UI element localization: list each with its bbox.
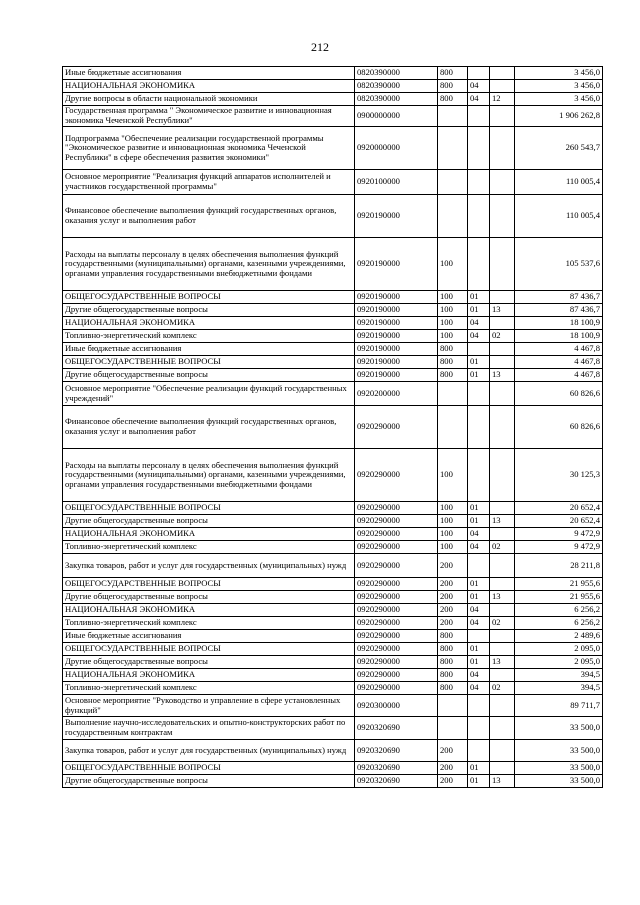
cell-name: Иные бюджетные ассигнования (63, 630, 355, 643)
table-row (63, 515, 603, 528)
table-row (63, 382, 603, 406)
cell-target-article: 0920290000 (355, 669, 438, 682)
table-row (63, 127, 603, 170)
cell-section: 04 (468, 669, 490, 682)
table-row (63, 643, 603, 656)
cell-expense-type (438, 195, 468, 238)
cell-target-article: 0920290000 (355, 617, 438, 630)
cell-amount: 18 100,9 (515, 317, 603, 330)
cell-target-article: 0920200000 (355, 382, 438, 406)
cell-expense-type: 800 (438, 682, 468, 695)
cell-name: ОБЩЕГОСУДАРСТВЕННЫЕ ВОПРОСЫ (63, 578, 355, 591)
cell-expense-type (438, 717, 468, 740)
cell-target-article: 0920290000 (355, 630, 438, 643)
cell-amount: 87 436,7 (515, 304, 603, 317)
cell-expense-type: 100 (438, 541, 468, 554)
cell-subsection (490, 291, 515, 304)
cell-name: Топливно-энергетический комплекс (63, 541, 355, 554)
cell-name: Закупка товаров, работ и услуг для государственных (муниципальных) нужд (63, 740, 355, 762)
cell-subsection (490, 195, 515, 238)
table-row (63, 170, 603, 195)
cell-section: 04 (468, 528, 490, 541)
cell-subsection: 13 (490, 656, 515, 669)
cell-expense-type: 100 (438, 515, 468, 528)
cell-section (468, 382, 490, 406)
cell-section: 01 (468, 643, 490, 656)
cell-target-article: 0920290000 (355, 541, 438, 554)
cell-target-article: 0920290000 (355, 578, 438, 591)
cell-expense-type: 100 (438, 330, 468, 343)
cell-name: ОБЩЕГОСУДАРСТВЕННЫЕ ВОПРОСЫ (63, 356, 355, 369)
cell-expense-type: 800 (438, 80, 468, 93)
table-row (63, 406, 603, 449)
cell-expense-type: 100 (438, 291, 468, 304)
cell-section: 01 (468, 775, 490, 788)
table-row (63, 528, 603, 541)
cell-expense-type: 100 (438, 449, 468, 502)
table-row (63, 775, 603, 788)
cell-section: 04 (468, 617, 490, 630)
cell-section: 01 (468, 291, 490, 304)
cell-target-article: 0920300000 (355, 695, 438, 717)
page-number: 212 (311, 40, 329, 54)
table-row (63, 656, 603, 669)
cell-target-article: 0920290000 (355, 528, 438, 541)
cell-name: Топливно-энергетический комплекс (63, 682, 355, 695)
cell-amount: 9 472,9 (515, 528, 603, 541)
cell-amount: 394,5 (515, 682, 603, 695)
cell-section: 04 (468, 604, 490, 617)
cell-subsection: 13 (490, 775, 515, 788)
cell-name: Подпрограмма "Обеспечение реализации государственной программы "Экономическое развитие и инновационная экономика Чеченской Республики" в сфере обеспечения развития экономики" (63, 127, 355, 170)
cell-section: 04 (468, 317, 490, 330)
cell-amount: 89 711,7 (515, 695, 603, 717)
table-row (63, 762, 603, 775)
cell-subsection: 13 (490, 369, 515, 382)
cell-subsection: 12 (490, 93, 515, 106)
cell-subsection (490, 528, 515, 541)
cell-target-article: 0920290000 (355, 643, 438, 656)
cell-section (468, 740, 490, 762)
cell-amount: 20 652,4 (515, 502, 603, 515)
cell-target-article: 0820390000 (355, 93, 438, 106)
cell-name: Расходы на выплаты персоналу в целях обеспечения выполнения функций государственными (муниципальными) органами, казенными учреждениями, органами управления государственными внебюджетными фондами (63, 449, 355, 502)
cell-section (468, 67, 490, 80)
cell-amount: 28 211,8 (515, 554, 603, 578)
cell-subsection (490, 127, 515, 170)
table-row (63, 304, 603, 317)
table-row (63, 343, 603, 356)
cell-subsection (490, 80, 515, 93)
cell-section: 01 (468, 578, 490, 591)
cell-expense-type: 800 (438, 656, 468, 669)
cell-name: Другие общегосударственные вопросы (63, 515, 355, 528)
cell-target-article: 0920290000 (355, 449, 438, 502)
cell-amount: 33 500,0 (515, 775, 603, 788)
table-row (63, 80, 603, 93)
cell-section (468, 695, 490, 717)
cell-name: Другие общегосударственные вопросы (63, 656, 355, 669)
table-row (63, 669, 603, 682)
cell-amount: 394,5 (515, 669, 603, 682)
cell-subsection (490, 604, 515, 617)
cell-subsection: 02 (490, 330, 515, 343)
table-row (63, 617, 603, 630)
cell-target-article: 0920190000 (355, 195, 438, 238)
table-row (63, 578, 603, 591)
cell-name: НАЦИОНАЛЬНАЯ ЭКОНОМИКА (63, 669, 355, 682)
cell-name: Иные бюджетные ассигнования (63, 343, 355, 356)
cell-amount: 30 125,3 (515, 449, 603, 502)
cell-amount: 105 537,6 (515, 238, 603, 291)
table-row (63, 317, 603, 330)
cell-target-article: 0920290000 (355, 591, 438, 604)
cell-target-article: 0820390000 (355, 67, 438, 80)
cell-section (468, 406, 490, 449)
cell-expense-type: 800 (438, 93, 468, 106)
cell-target-article: 0920190000 (355, 343, 438, 356)
table-row (63, 369, 603, 382)
cell-expense-type: 200 (438, 591, 468, 604)
cell-name: ОБЩЕГОСУДАРСТВЕННЫЕ ВОПРОСЫ (63, 643, 355, 656)
cell-target-article: 0820390000 (355, 80, 438, 93)
cell-subsection (490, 449, 515, 502)
cell-expense-type: 200 (438, 578, 468, 591)
cell-target-article: 0920190000 (355, 330, 438, 343)
table-row (63, 93, 603, 106)
cell-amount: 33 500,0 (515, 740, 603, 762)
cell-expense-type: 800 (438, 67, 468, 80)
cell-amount: 21 955,6 (515, 591, 603, 604)
cell-name: Основное мероприятие "Обеспечение реализации функций государственных учреждений" (63, 382, 355, 406)
cell-target-article: 0920320690 (355, 740, 438, 762)
cell-target-article: 0920190000 (355, 317, 438, 330)
cell-target-article: 0920320690 (355, 717, 438, 740)
cell-target-article: 0920190000 (355, 238, 438, 291)
cell-subsection (490, 356, 515, 369)
cell-section (468, 195, 490, 238)
cell-section: 01 (468, 304, 490, 317)
cell-amount: 33 500,0 (515, 762, 603, 775)
cell-amount: 4 467,8 (515, 356, 603, 369)
cell-name: Государственная программа " Экономическое развитие и инновационная экономика Чеченской Республики" (63, 106, 355, 127)
cell-subsection (490, 238, 515, 291)
cell-section: 01 (468, 515, 490, 528)
cell-amount: 3 456,0 (515, 67, 603, 80)
table-row (63, 291, 603, 304)
cell-section: 01 (468, 656, 490, 669)
cell-name: Основное мероприятие "Руководство и управление в сфере установленных функций" (63, 695, 355, 717)
cell-amount: 2 095,0 (515, 656, 603, 669)
cell-section: 04 (468, 93, 490, 106)
cell-section: 04 (468, 541, 490, 554)
cell-subsection (490, 106, 515, 127)
cell-subsection: 13 (490, 591, 515, 604)
cell-name: Другие общегосударственные вопросы (63, 591, 355, 604)
cell-name: НАЦИОНАЛЬНАЯ ЭКОНОМИКА (63, 80, 355, 93)
table-row (63, 695, 603, 717)
cell-amount: 20 652,4 (515, 515, 603, 528)
table-row (63, 195, 603, 238)
cell-subsection (490, 343, 515, 356)
cell-target-article: 0920320690 (355, 762, 438, 775)
cell-name: Другие общегосударственные вопросы (63, 775, 355, 788)
cell-section (468, 449, 490, 502)
table-row (63, 67, 603, 80)
cell-subsection (490, 669, 515, 682)
cell-target-article: 0920290000 (355, 554, 438, 578)
cell-subsection (490, 170, 515, 195)
table-row (63, 356, 603, 369)
table-row (63, 238, 603, 291)
cell-section: 04 (468, 80, 490, 93)
cell-section: 04 (468, 330, 490, 343)
cell-subsection (490, 717, 515, 740)
cell-section (468, 238, 490, 291)
cell-amount: 3 456,0 (515, 80, 603, 93)
cell-expense-type (438, 695, 468, 717)
cell-name: ОБЩЕГОСУДАРСТВЕННЫЕ ВОПРОСЫ (63, 291, 355, 304)
cell-amount: 60 826,6 (515, 382, 603, 406)
cell-amount: 18 100,9 (515, 330, 603, 343)
cell-subsection (490, 502, 515, 515)
cell-expense-type: 100 (438, 317, 468, 330)
cell-section: 01 (468, 591, 490, 604)
cell-name: НАЦИОНАЛЬНАЯ ЭКОНОМИКА (63, 604, 355, 617)
cell-amount: 1 906 262,8 (515, 106, 603, 127)
table-row (63, 717, 603, 740)
cell-expense-type: 200 (438, 617, 468, 630)
cell-subsection (490, 554, 515, 578)
cell-name: Топливно-энергетический комплекс (63, 330, 355, 343)
cell-expense-type (438, 127, 468, 170)
cell-target-article: 0920290000 (355, 515, 438, 528)
cell-expense-type (438, 382, 468, 406)
cell-expense-type: 100 (438, 304, 468, 317)
cell-expense-type: 200 (438, 554, 468, 578)
cell-section (468, 170, 490, 195)
cell-subsection: 13 (490, 304, 515, 317)
table-row (63, 554, 603, 578)
cell-name: Другие вопросы в области национальной экономики (63, 93, 355, 106)
budget-table-body (63, 67, 603, 788)
cell-section: 04 (468, 682, 490, 695)
cell-expense-type: 100 (438, 528, 468, 541)
cell-expense-type: 200 (438, 775, 468, 788)
cell-name: НАЦИОНАЛЬНАЯ ЭКОНОМИКА (63, 317, 355, 330)
cell-section: 01 (468, 369, 490, 382)
table-row (63, 591, 603, 604)
cell-amount: 110 005,4 (515, 170, 603, 195)
cell-amount: 110 005,4 (515, 195, 603, 238)
cell-subsection (490, 317, 515, 330)
cell-target-article: 0920320690 (355, 775, 438, 788)
cell-expense-type: 800 (438, 643, 468, 656)
cell-expense-type: 800 (438, 356, 468, 369)
cell-amount: 4 467,8 (515, 343, 603, 356)
cell-amount: 4 467,8 (515, 369, 603, 382)
cell-name: ОБЩЕГОСУДАРСТВЕННЫЕ ВОПРОСЫ (63, 502, 355, 515)
cell-amount: 260 543,7 (515, 127, 603, 170)
cell-amount: 2 095,0 (515, 643, 603, 656)
cell-expense-type: 200 (438, 604, 468, 617)
cell-target-article: 0920000000 (355, 127, 438, 170)
cell-name: Основное мероприятие "Реализация функций аппаратов исполнителей и участников государственной программы" (63, 170, 355, 195)
cell-amount: 21 955,6 (515, 578, 603, 591)
cell-subsection (490, 630, 515, 643)
cell-name: Финансовое обеспечение выполнения функций государственных органов, оказания услуг и выполнения работ (63, 406, 355, 449)
cell-subsection: 02 (490, 617, 515, 630)
cell-target-article: 0920290000 (355, 406, 438, 449)
cell-amount: 60 826,6 (515, 406, 603, 449)
cell-subsection: 13 (490, 515, 515, 528)
cell-target-article: 0920190000 (355, 304, 438, 317)
cell-amount: 9 472,9 (515, 541, 603, 554)
table-row (63, 630, 603, 643)
cell-expense-type: 200 (438, 762, 468, 775)
cell-expense-type: 800 (438, 343, 468, 356)
cell-expense-type (438, 406, 468, 449)
cell-amount: 87 436,7 (515, 291, 603, 304)
cell-target-article: 0900000000 (355, 106, 438, 127)
cell-subsection (490, 762, 515, 775)
cell-name: Закупка товаров, работ и услуг для государственных (муниципальных) нужд (63, 554, 355, 578)
cell-target-article: 0920290000 (355, 656, 438, 669)
cell-expense-type: 800 (438, 630, 468, 643)
table-row (63, 682, 603, 695)
cell-expense-type (438, 106, 468, 127)
cell-expense-type: 200 (438, 740, 468, 762)
cell-section: 01 (468, 762, 490, 775)
table-row (63, 541, 603, 554)
cell-subsection: 02 (490, 682, 515, 695)
cell-name: Топливно-энергетический комплекс (63, 617, 355, 630)
cell-expense-type: 800 (438, 369, 468, 382)
cell-expense-type (438, 170, 468, 195)
cell-amount: 2 489,6 (515, 630, 603, 643)
table-row (63, 740, 603, 762)
table-row (63, 449, 603, 502)
cell-target-article: 0920290000 (355, 682, 438, 695)
cell-amount: 3 456,0 (515, 93, 603, 106)
cell-section (468, 343, 490, 356)
cell-name: НАЦИОНАЛЬНАЯ ЭКОНОМИКА (63, 528, 355, 541)
cell-name: Другие общегосударственные вопросы (63, 304, 355, 317)
cell-subsection (490, 695, 515, 717)
cell-subsection (490, 578, 515, 591)
cell-amount: 33 500,0 (515, 717, 603, 740)
cell-subsection (490, 67, 515, 80)
cell-section (468, 106, 490, 127)
cell-subsection (490, 406, 515, 449)
table-row (63, 604, 603, 617)
cell-target-article: 0920290000 (355, 604, 438, 617)
cell-name: Иные бюджетные ассигнования (63, 67, 355, 80)
cell-name: Другие общегосударственные вопросы (63, 369, 355, 382)
cell-name: Финансовое обеспечение выполнения функций государственных органов, оказания услуг и выполнения работ (63, 195, 355, 238)
cell-target-article: 0920190000 (355, 291, 438, 304)
cell-target-article: 0920190000 (355, 356, 438, 369)
cell-name: Расходы на выплаты персоналу в целях обеспечения выполнения функций государственными (муниципальными) органами, казенными учреждениями, органами управления государственными внебюджетными фондами (63, 238, 355, 291)
budget-table (62, 66, 603, 788)
cell-target-article: 0920100000 (355, 170, 438, 195)
table-row (63, 502, 603, 515)
cell-name: ОБЩЕГОСУДАРСТВЕННЫЕ ВОПРОСЫ (63, 762, 355, 775)
table-row (63, 330, 603, 343)
cell-subsection (490, 382, 515, 406)
cell-section (468, 630, 490, 643)
cell-subsection (490, 643, 515, 656)
cell-name: Выполнение научно-исследовательских и опытно-конструкторских работ по государственным контрактам (63, 717, 355, 740)
cell-section (468, 554, 490, 578)
cell-target-article: 0920190000 (355, 369, 438, 382)
cell-amount: 6 256,2 (515, 617, 603, 630)
cell-section: 01 (468, 502, 490, 515)
cell-subsection (490, 740, 515, 762)
cell-target-article: 0920290000 (355, 502, 438, 515)
cell-section: 01 (468, 356, 490, 369)
cell-expense-type: 100 (438, 502, 468, 515)
cell-amount: 6 256,2 (515, 604, 603, 617)
cell-section (468, 717, 490, 740)
table-row (63, 106, 603, 127)
cell-expense-type: 800 (438, 669, 468, 682)
cell-section (468, 127, 490, 170)
cell-expense-type: 100 (438, 238, 468, 291)
cell-subsection: 02 (490, 541, 515, 554)
